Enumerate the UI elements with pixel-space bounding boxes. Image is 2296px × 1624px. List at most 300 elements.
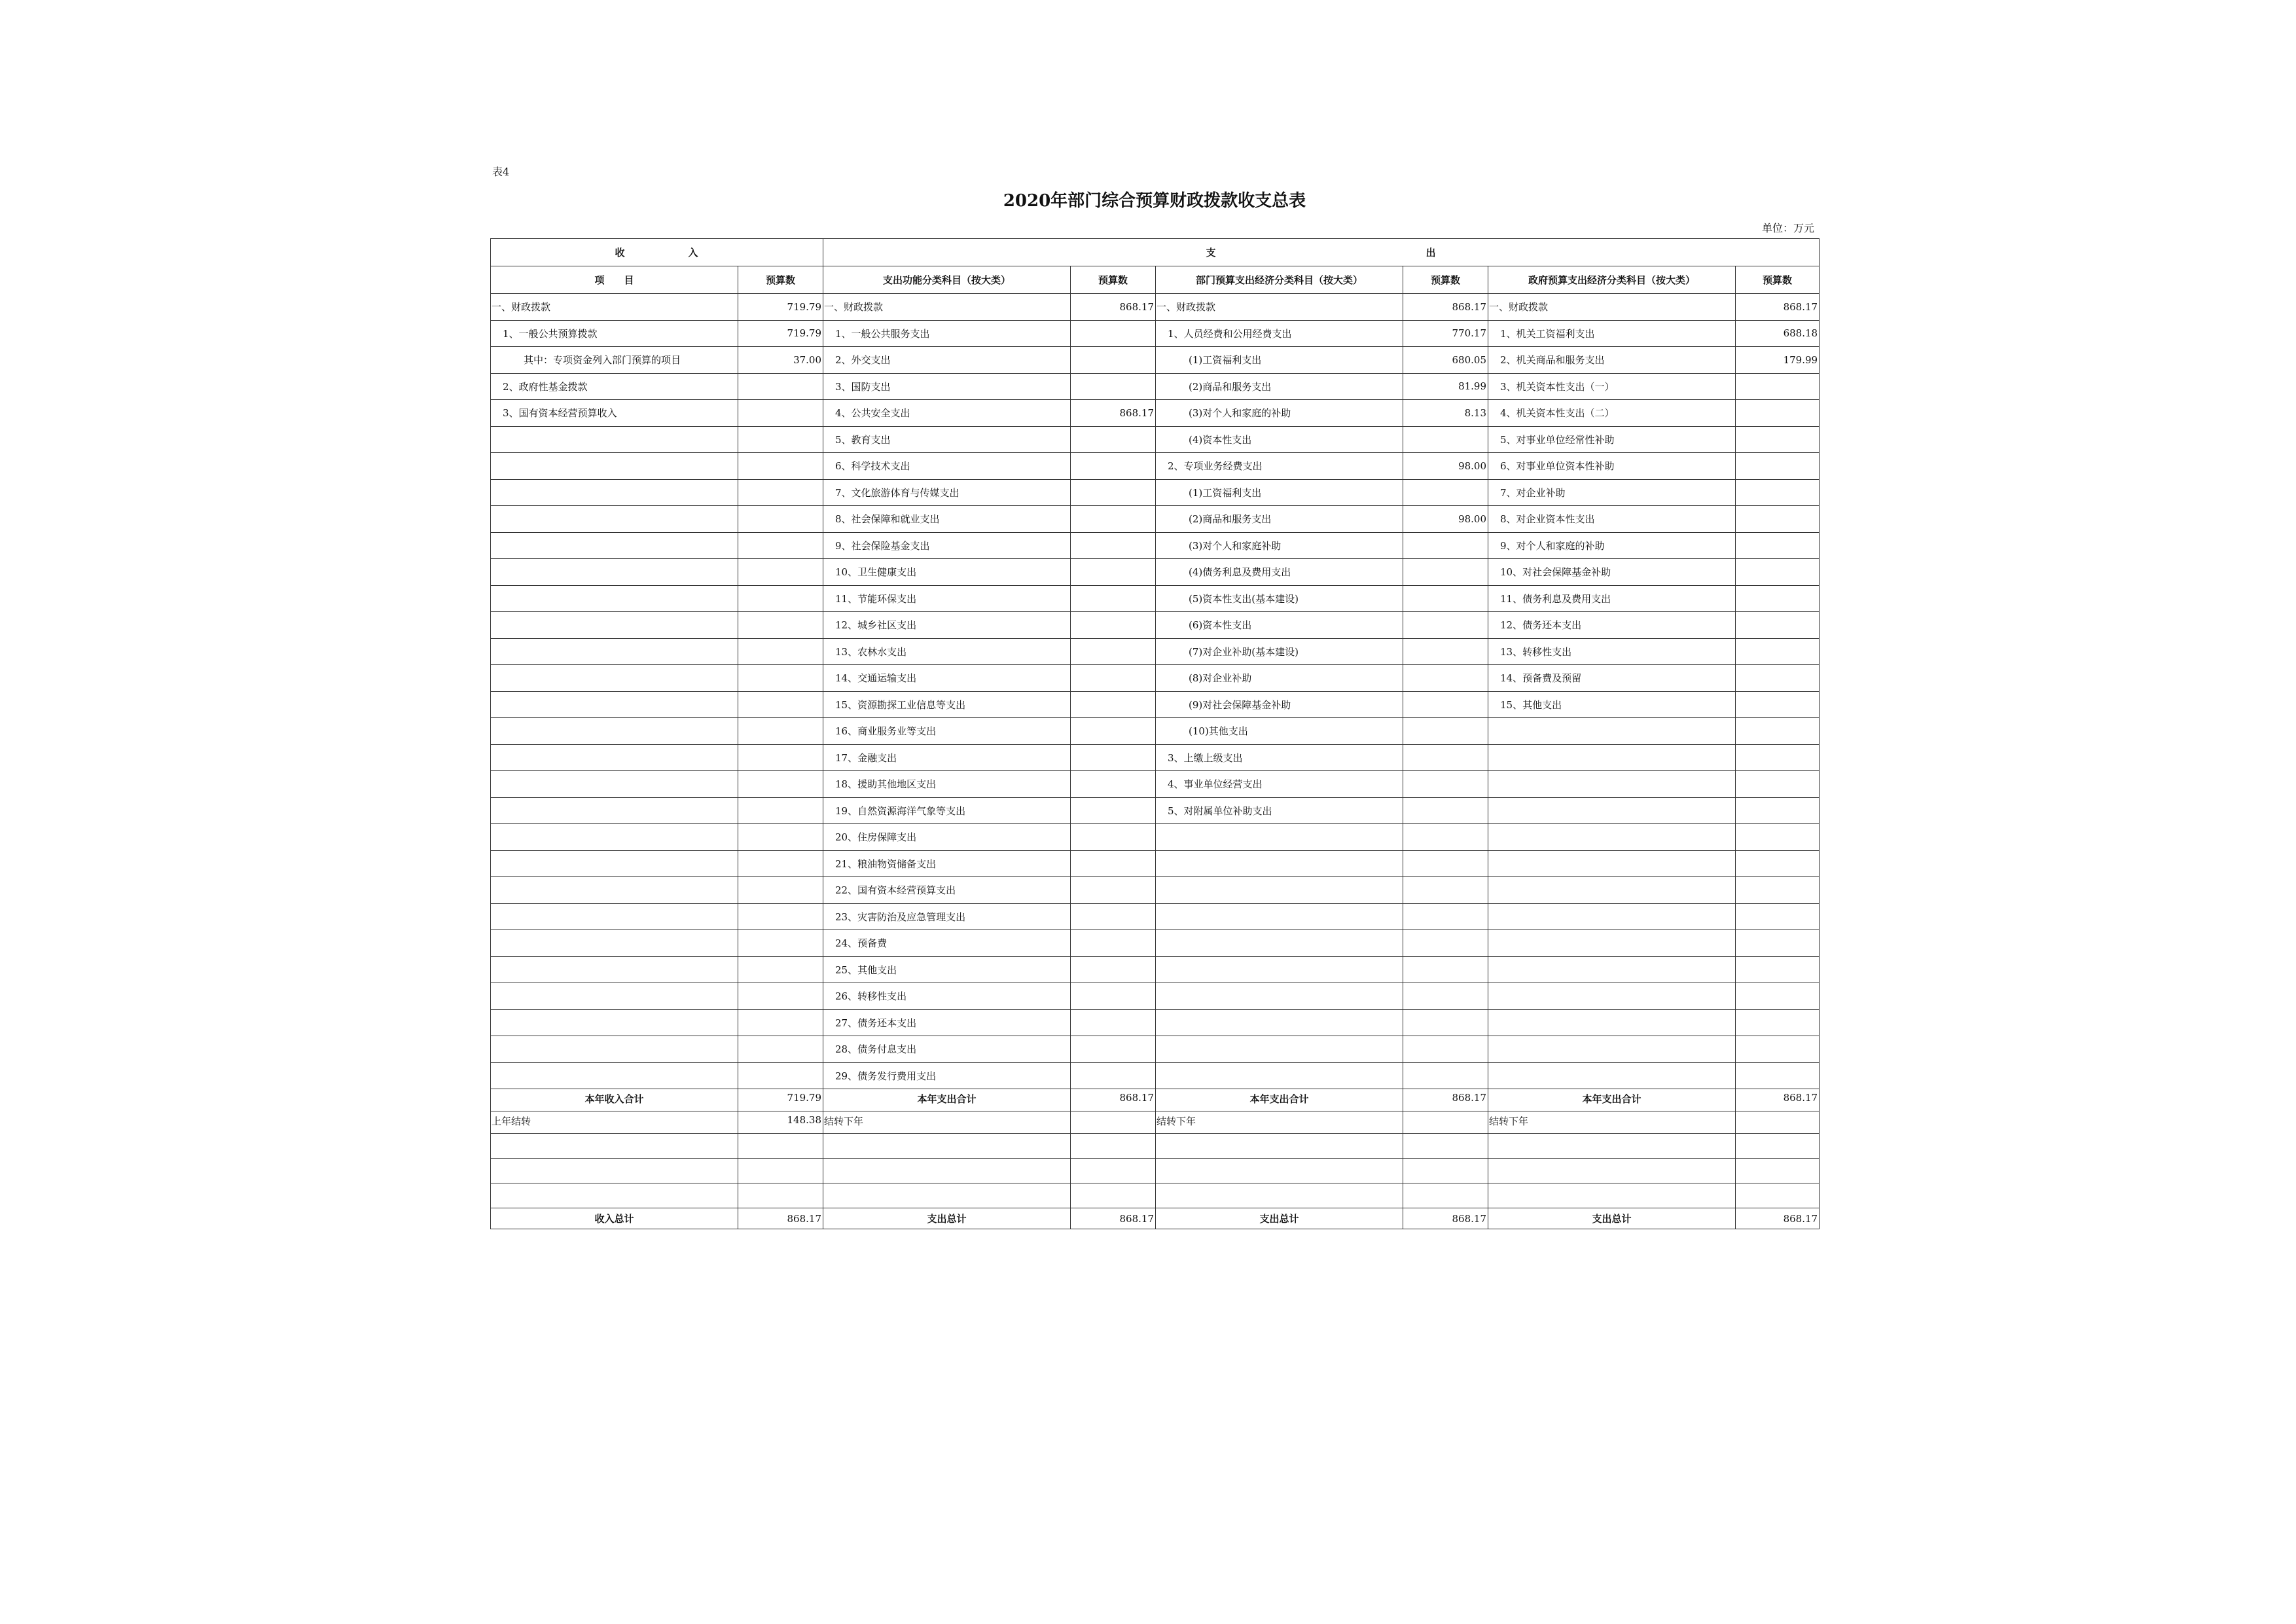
income-value: [738, 1062, 823, 1089]
income-item: [491, 824, 738, 851]
income-item: [491, 453, 738, 480]
income-value: [738, 824, 823, 851]
func-item: 29、债务发行费用支出: [823, 1062, 1071, 1089]
func-item: 16、商业服务业等支出: [823, 718, 1071, 745]
blank-cell: [823, 1159, 1071, 1183]
blank-cell: [738, 1183, 823, 1208]
gov-value: 688.18: [1736, 320, 1820, 347]
gov-item: [1488, 824, 1736, 851]
dept-value: 680.05: [1403, 347, 1488, 374]
gov-item: 一、财政拨款: [1488, 294, 1736, 321]
blank-row: [491, 1183, 1820, 1208]
expense-group-header: 支 出: [823, 239, 1820, 266]
blank-cell: [823, 1183, 1071, 1208]
subtotal-row: [491, 1089, 1820, 1111]
dept-value: [1403, 983, 1488, 1010]
func-value: [1071, 718, 1156, 745]
col-header-budget: 预算数: [1071, 266, 1156, 294]
gov-item: 14、预备费及预留: [1488, 665, 1736, 692]
func-value: [1071, 665, 1156, 692]
income-value: [738, 983, 823, 1010]
income-value: [738, 771, 823, 798]
col-header-budget: 预算数: [738, 266, 823, 294]
dept-item: 4、事业单位经营支出: [1156, 771, 1403, 798]
gov-item: [1488, 930, 1736, 957]
table-row: [491, 373, 1820, 400]
income-carry-label: 上年结转: [491, 1111, 738, 1134]
func-item: 12、城乡社区支出: [823, 612, 1071, 639]
income-item: 1、一般公共预算拨款: [491, 320, 738, 347]
func-value: [1071, 1009, 1156, 1036]
func-item: 一、财政拨款: [823, 294, 1071, 321]
blank-cell: [1403, 1159, 1488, 1183]
dept-value: [1403, 930, 1488, 957]
group-header-row: [491, 239, 1820, 266]
table-row: [491, 400, 1820, 427]
income-item: [491, 718, 738, 745]
table-tag: 表4: [492, 166, 510, 178]
func-item: 1、一般公共服务支出: [823, 320, 1071, 347]
dept-item: (2)商品和服务支出: [1156, 373, 1403, 400]
gov-item: [1488, 797, 1736, 824]
dept-subtotal-label: 本年支出合计: [1156, 1089, 1403, 1111]
gov-value: [1736, 983, 1820, 1010]
gov-item: [1488, 903, 1736, 930]
dept-carry-label: 结转下年: [1156, 1111, 1403, 1134]
income-total-label: 收入总计: [491, 1208, 738, 1229]
dept-value: [1403, 903, 1488, 930]
func-item: 5、教育支出: [823, 426, 1071, 453]
func-subtotal-label: 本年支出合计: [823, 1089, 1071, 1111]
blank-cell: [491, 1134, 738, 1159]
table-row: [491, 479, 1820, 506]
func-value: [1071, 506, 1156, 533]
func-value: [1071, 532, 1156, 559]
func-value: [1071, 983, 1156, 1010]
dept-item: (9)对社会保障基金补助: [1156, 691, 1403, 718]
income-value: [738, 797, 823, 824]
func-carry-value: [1071, 1111, 1156, 1134]
func-value: [1071, 612, 1156, 639]
blank-cell: [1736, 1159, 1820, 1183]
func-item: 22、国有资本经营预算支出: [823, 877, 1071, 904]
blank-row: [491, 1159, 1820, 1183]
income-value: [738, 718, 823, 745]
dept-item: [1156, 930, 1403, 957]
func-item: 4、公共安全支出: [823, 400, 1071, 427]
blank-cell: [823, 1134, 1071, 1159]
gov-item: 5、对事业单位经常性补助: [1488, 426, 1736, 453]
gov-item: [1488, 1036, 1736, 1063]
income-value: [738, 506, 823, 533]
income-item: [491, 1036, 738, 1063]
income-value: [738, 744, 823, 771]
dept-value: [1403, 665, 1488, 692]
dept-item: [1156, 983, 1403, 1010]
dept-subtotal-value: 868.17: [1403, 1089, 1488, 1111]
income-item: 2、政府性基金拨款: [491, 373, 738, 400]
dept-item: (6)资本性支出: [1156, 612, 1403, 639]
gov-item: 2、机关商品和服务支出: [1488, 347, 1736, 374]
table-row: [491, 585, 1820, 612]
income-value: 37.00: [738, 347, 823, 374]
dept-item: (8)对企业补助: [1156, 665, 1403, 692]
income-item: [491, 1009, 738, 1036]
gov-item: [1488, 744, 1736, 771]
gov-value: [1736, 1009, 1820, 1036]
carry-row: [491, 1111, 1820, 1134]
gov-item: 13、转移性支出: [1488, 638, 1736, 665]
dept-value: [1403, 638, 1488, 665]
col-header-item: 项 目: [491, 266, 738, 294]
func-value: [1071, 426, 1156, 453]
dept-item: [1156, 1036, 1403, 1063]
table-row: [491, 426, 1820, 453]
gov-value: [1736, 373, 1820, 400]
income-carry-value: 148.38: [738, 1111, 823, 1134]
func-item: 3、国防支出: [823, 373, 1071, 400]
income-item: [491, 771, 738, 798]
gov-value: [1736, 506, 1820, 533]
func-value: [1071, 771, 1156, 798]
func-value: 868.17: [1071, 400, 1156, 427]
income-value: [738, 373, 823, 400]
table-row: [491, 612, 1820, 639]
dept-value: [1403, 718, 1488, 745]
blank-cell: [738, 1159, 823, 1183]
blank-cell: [1488, 1183, 1736, 1208]
income-value: [738, 691, 823, 718]
gov-item: 11、债务利息及费用支出: [1488, 585, 1736, 612]
table-row: [491, 506, 1820, 533]
table-row: [491, 532, 1820, 559]
blank-cell: [1156, 1183, 1403, 1208]
blank-cell: [491, 1183, 738, 1208]
func-subtotal-value: 868.17: [1071, 1089, 1156, 1111]
dept-value: [1403, 1036, 1488, 1063]
income-item: 一、财政拨款: [491, 294, 738, 321]
gov-total-label: 支出总计: [1488, 1208, 1736, 1229]
gov-item: [1488, 877, 1736, 904]
func-value: [1071, 320, 1156, 347]
total-row: [491, 1208, 1820, 1229]
dept-total-label: 支出总计: [1156, 1208, 1403, 1229]
table-row: [491, 665, 1820, 692]
func-value: [1071, 691, 1156, 718]
income-item: [491, 532, 738, 559]
income-value: [738, 453, 823, 480]
func-item: 2、外交支出: [823, 347, 1071, 374]
dept-item: [1156, 1009, 1403, 1036]
gov-value: [1736, 1062, 1820, 1089]
func-item: 25、其他支出: [823, 956, 1071, 983]
income-value: [738, 1036, 823, 1063]
table-row: [491, 320, 1820, 347]
gov-value: [1736, 691, 1820, 718]
dept-item: (5)资本性支出(基本建设): [1156, 585, 1403, 612]
gov-value: [1736, 612, 1820, 639]
gov-item: [1488, 1009, 1736, 1036]
gov-value: [1736, 850, 1820, 877]
income-value: 719.79: [738, 320, 823, 347]
income-value: 719.79: [738, 294, 823, 321]
budget-table: [490, 238, 1820, 1229]
gov-item: 9、对个人和家庭的补助: [1488, 532, 1736, 559]
column-header-row: [491, 266, 1820, 294]
blank-cell: [1403, 1183, 1488, 1208]
income-value: [738, 479, 823, 506]
gov-value: [1736, 797, 1820, 824]
gov-value: [1736, 930, 1820, 957]
func-item: 28、债务付息支出: [823, 1036, 1071, 1063]
gov-carry-value: [1736, 1111, 1820, 1134]
dept-item: (3)对个人和家庭补助: [1156, 532, 1403, 559]
income-item: [491, 877, 738, 904]
table-row: [491, 930, 1820, 957]
table-row: [491, 638, 1820, 665]
dept-value: [1403, 559, 1488, 586]
dept-value: [1403, 612, 1488, 639]
table-row: [491, 903, 1820, 930]
income-item: [491, 638, 738, 665]
func-value: [1071, 347, 1156, 374]
gov-value: [1736, 585, 1820, 612]
func-item: 8、社会保障和就业支出: [823, 506, 1071, 533]
func-item: 20、住房保障支出: [823, 824, 1071, 851]
gov-value: [1736, 1036, 1820, 1063]
table-row: [491, 797, 1820, 824]
income-value: [738, 585, 823, 612]
func-value: [1071, 797, 1156, 824]
dept-item: (7)对企业补助(基本建设): [1156, 638, 1403, 665]
func-value: [1071, 824, 1156, 851]
dept-value: 8.13: [1403, 400, 1488, 427]
gov-item: 10、对社会保障基金补助: [1488, 559, 1736, 586]
func-value: [1071, 479, 1156, 506]
income-total-value: 868.17: [738, 1208, 823, 1229]
income-item: 其中：专项资金列入部门预算的项目: [491, 347, 738, 374]
gov-value: [1736, 718, 1820, 745]
func-item: 14、交通运输支出: [823, 665, 1071, 692]
income-value: [738, 1009, 823, 1036]
gov-item: 15、其他支出: [1488, 691, 1736, 718]
income-value: [738, 877, 823, 904]
dept-item: (1)工资福利支出: [1156, 347, 1403, 374]
func-value: [1071, 1036, 1156, 1063]
blank-cell: [1736, 1134, 1820, 1159]
gov-item: [1488, 771, 1736, 798]
dept-item: (4)债务利息及费用支出: [1156, 559, 1403, 586]
blank-cell: [1488, 1159, 1736, 1183]
income-item: [491, 559, 738, 586]
gov-value: [1736, 532, 1820, 559]
income-value: [738, 400, 823, 427]
dept-total-value: 868.17: [1403, 1208, 1488, 1229]
table-row: [491, 824, 1820, 851]
func-item: 21、粮油物资储备支出: [823, 850, 1071, 877]
income-item: [491, 691, 738, 718]
table-row: [491, 347, 1820, 374]
func-item: 18、援助其他地区支出: [823, 771, 1071, 798]
income-item: [491, 479, 738, 506]
income-item: 3、国有资本经营预算收入: [491, 400, 738, 427]
income-item: [491, 983, 738, 1010]
func-item: 17、金融支出: [823, 744, 1071, 771]
dept-item: 3、上缴上级支出: [1156, 744, 1403, 771]
gov-item: 7、对企业补助: [1488, 479, 1736, 506]
gov-value: [1736, 479, 1820, 506]
col-header-func: 支出功能分类科目（按大类）: [823, 266, 1071, 294]
gov-value: [1736, 877, 1820, 904]
income-item: [491, 903, 738, 930]
dept-value: [1403, 585, 1488, 612]
func-value: [1071, 850, 1156, 877]
dept-item: 1、人员经费和公用经费支出: [1156, 320, 1403, 347]
income-item: [491, 665, 738, 692]
table-row: [491, 850, 1820, 877]
func-value: [1071, 930, 1156, 957]
func-value: 868.17: [1071, 294, 1156, 321]
func-value: [1071, 559, 1156, 586]
table-row: [491, 956, 1820, 983]
blank-cell: [1736, 1183, 1820, 1208]
dept-item: (1)工资福利支出: [1156, 479, 1403, 506]
col-header-budget: 预算数: [1403, 266, 1488, 294]
gov-item: 8、对企业资本性支出: [1488, 506, 1736, 533]
gov-value: [1736, 744, 1820, 771]
gov-item: 6、对事业单位资本性补助: [1488, 453, 1736, 480]
dept-item: [1156, 877, 1403, 904]
dept-item: (2)商品和服务支出: [1156, 506, 1403, 533]
dept-carry-value: [1403, 1111, 1488, 1134]
income-value: [738, 850, 823, 877]
gov-value: [1736, 665, 1820, 692]
gov-value: [1736, 453, 1820, 480]
gov-item: 12、债务还本支出: [1488, 612, 1736, 639]
blank-cell: [1403, 1134, 1488, 1159]
func-item: 24、预备费: [823, 930, 1071, 957]
func-value: [1071, 585, 1156, 612]
dept-item: [1156, 903, 1403, 930]
income-group-header: 收 入: [491, 239, 823, 266]
dept-value: 98.00: [1403, 453, 1488, 480]
gov-value: [1736, 771, 1820, 798]
page-title: 2020年部门综合预算财政拨款收支总表: [1003, 191, 1306, 211]
income-item: [491, 956, 738, 983]
func-item: 26、转移性支出: [823, 983, 1071, 1010]
func-value: [1071, 744, 1156, 771]
income-value: [738, 612, 823, 639]
dept-value: 770.17: [1403, 320, 1488, 347]
dept-item: 2、专项业务经费支出: [1156, 453, 1403, 480]
dept-value: [1403, 691, 1488, 718]
dept-value: [1403, 956, 1488, 983]
func-item: 10、卫生健康支出: [823, 559, 1071, 586]
blank-cell: [1488, 1134, 1736, 1159]
func-item: 23、灾害防治及应急管理支出: [823, 903, 1071, 930]
func-item: 7、文化旅游体育与传媒支出: [823, 479, 1071, 506]
income-item: [491, 506, 738, 533]
dept-value: [1403, 824, 1488, 851]
gov-value: [1736, 559, 1820, 586]
income-item: [491, 426, 738, 453]
func-carry-label: 结转下年: [823, 1111, 1071, 1134]
table-row: [491, 294, 1820, 321]
gov-item: [1488, 718, 1736, 745]
table-row: [491, 744, 1820, 771]
func-total-label: 支出总计: [823, 1208, 1071, 1229]
func-value: [1071, 373, 1156, 400]
income-item: [491, 850, 738, 877]
income-subtotal-label: 本年收入合计: [491, 1089, 738, 1111]
col-header-dept: 部门预算支出经济分类科目（按大类）: [1156, 266, 1403, 294]
gov-item: [1488, 956, 1736, 983]
func-total-value: 868.17: [1071, 1208, 1156, 1229]
func-value: [1071, 903, 1156, 930]
func-value: [1071, 956, 1156, 983]
gov-value: 179.99: [1736, 347, 1820, 374]
income-item: [491, 585, 738, 612]
dept-value: [1403, 1009, 1488, 1036]
dept-item: [1156, 1062, 1403, 1089]
table-row: [491, 771, 1820, 798]
dept-value: [1403, 532, 1488, 559]
gov-item: 1、机关工资福利支出: [1488, 320, 1736, 347]
dept-value: [1403, 877, 1488, 904]
dept-value: [1403, 479, 1488, 506]
func-item: 27、债务还本支出: [823, 1009, 1071, 1036]
income-subtotal-value: 719.79: [738, 1089, 823, 1111]
blank-cell: [491, 1159, 738, 1183]
table-row: [491, 453, 1820, 480]
blank-cell: [1071, 1134, 1156, 1159]
func-value: [1071, 453, 1156, 480]
gov-value: 868.17: [1736, 294, 1820, 321]
col-header-gov: 政府预算支出经济分类科目（按大类）: [1488, 266, 1736, 294]
dept-item: (10)其他支出: [1156, 718, 1403, 745]
dept-item: (3)对个人和家庭的补助: [1156, 400, 1403, 427]
gov-carry-label: 结转下年: [1488, 1111, 1736, 1134]
func-item: 11、节能环保支出: [823, 585, 1071, 612]
blank-cell: [1156, 1134, 1403, 1159]
income-value: [738, 956, 823, 983]
dept-value: [1403, 797, 1488, 824]
func-value: [1071, 638, 1156, 665]
dept-item: [1156, 956, 1403, 983]
gov-subtotal-value: 868.17: [1736, 1089, 1820, 1111]
dept-item: (4)资本性支出: [1156, 426, 1403, 453]
income-value: [738, 638, 823, 665]
income-value: [738, 426, 823, 453]
table-row: [491, 983, 1820, 1010]
income-value: [738, 930, 823, 957]
income-item: [491, 797, 738, 824]
income-value: [738, 903, 823, 930]
gov-value: [1736, 400, 1820, 427]
dept-value: [1403, 744, 1488, 771]
dept-value: [1403, 1062, 1488, 1089]
dept-value: 98.00: [1403, 506, 1488, 533]
income-item: [491, 930, 738, 957]
gov-subtotal-label: 本年支出合计: [1488, 1089, 1736, 1111]
table-row: [491, 559, 1820, 586]
income-item: [491, 744, 738, 771]
gov-item: 4、机关资本性支出（二）: [1488, 400, 1736, 427]
func-item: 13、农林水支出: [823, 638, 1071, 665]
col-header-budget: 预算数: [1736, 266, 1820, 294]
income-value: [738, 665, 823, 692]
gov-value: [1736, 638, 1820, 665]
